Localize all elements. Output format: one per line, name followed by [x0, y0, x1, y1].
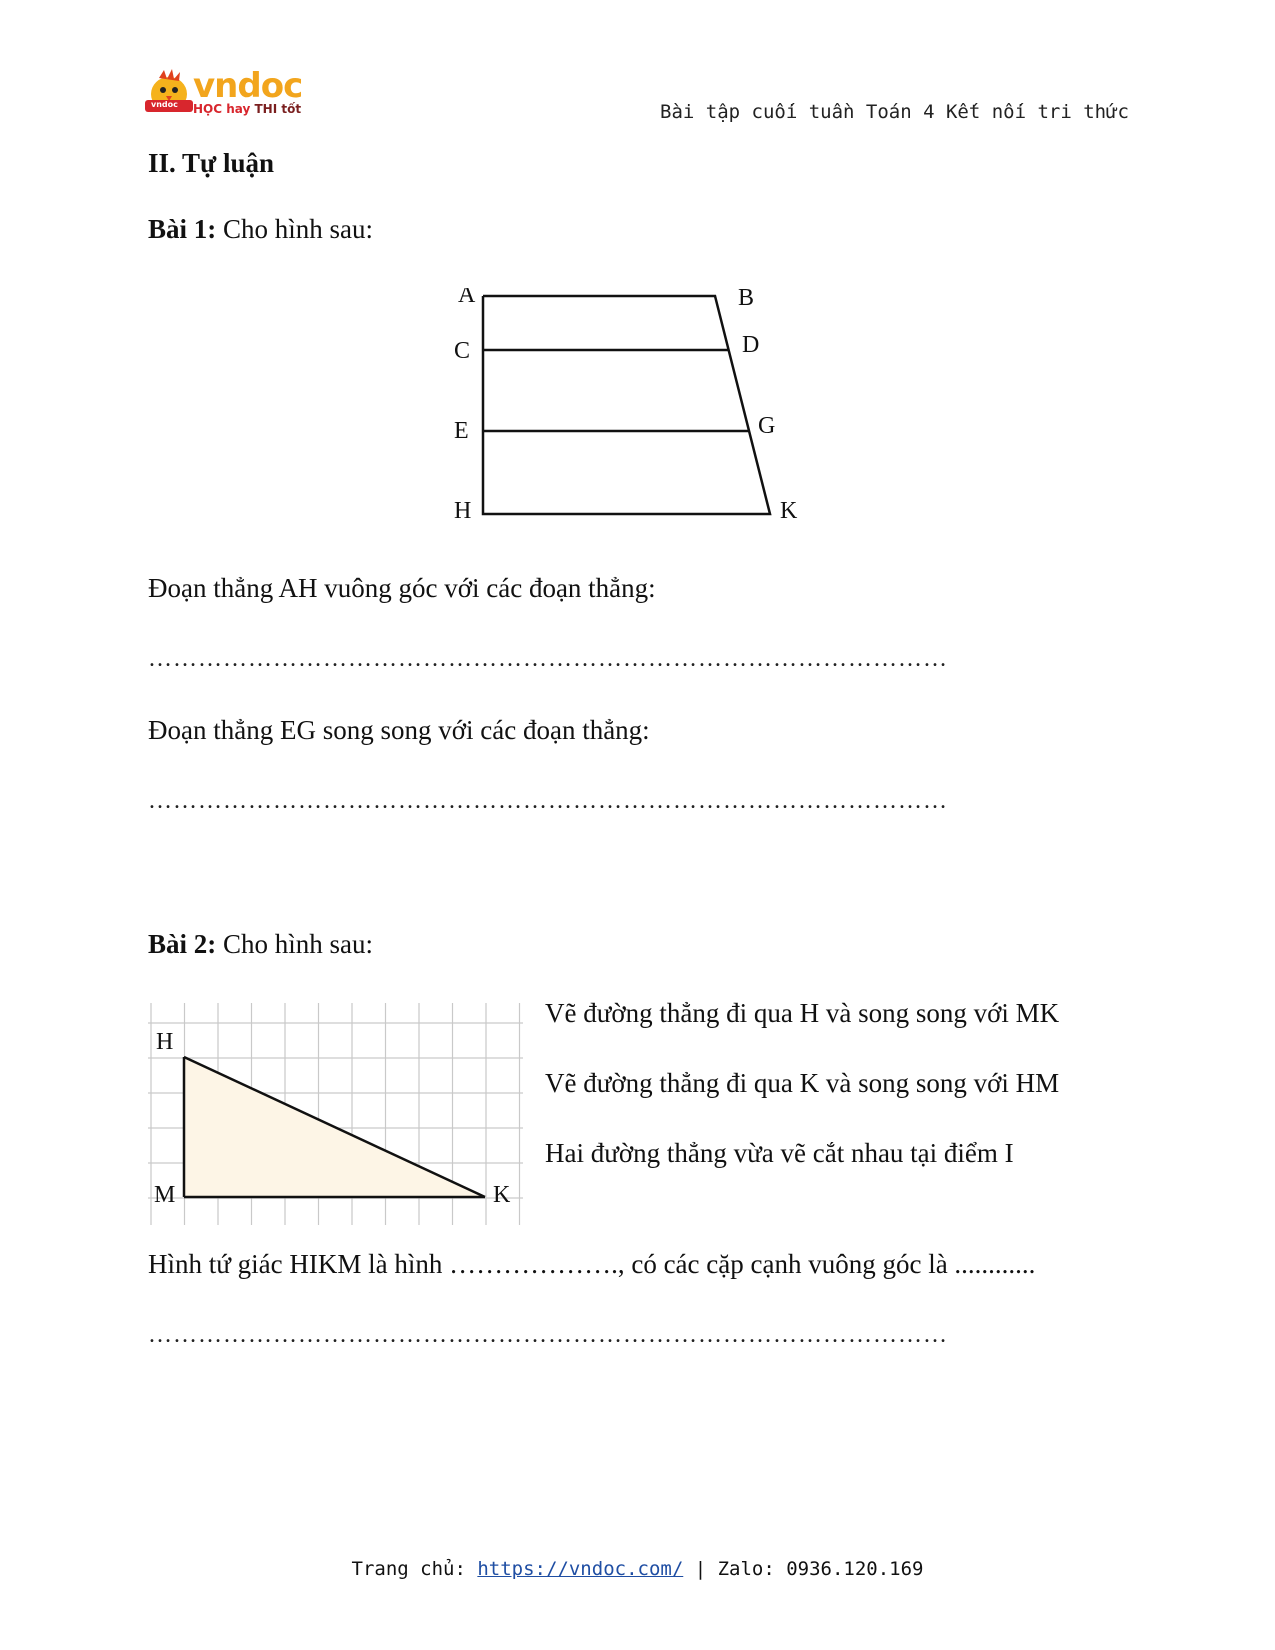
chick-mascot-icon	[145, 68, 195, 118]
ex1-question-2: Đoạn thẳng EG song song với các đoạn thẳng:	[148, 715, 650, 745]
point-label-g: G	[758, 413, 776, 439]
point-label-a: A	[458, 288, 476, 308]
point-label-b: B	[738, 288, 755, 311]
point-label-h2: H	[156, 1029, 174, 1055]
point-label-h: H	[454, 498, 472, 524]
point-label-e: E	[454, 418, 469, 444]
document-header-title: Bài tập cuối tuần Toán 4 Kết nối tri thức	[660, 101, 1129, 123]
ex2-instruction-1: Vẽ đường thẳng đi qua H và song song với MK	[545, 998, 1060, 1028]
vndoc-logo	[145, 66, 305, 122]
ex1-answer-line-1: ……………………………………………………………………………………	[148, 646, 948, 672]
ex1-intro: Cho hình sau:	[216, 214, 374, 244]
ex1-label: Bài 1:	[148, 214, 217, 244]
point-label-d: D	[742, 332, 760, 358]
logo-tagline	[193, 102, 301, 116]
ex2-instruction-2: Vẽ đường thẳng đi qua K và song song với HM	[545, 1068, 1060, 1098]
logo-tagline-part1: HỌC hay	[193, 102, 255, 116]
point-label-k: K	[780, 498, 798, 524]
page-footer	[0, 1558, 1275, 1580]
ex2-instruction-3: Hai đường thẳng vừa vẽ cắt nhau tại điểm I	[545, 1138, 1014, 1168]
trapezoid-outline	[483, 296, 770, 514]
logo-tagline-part2: THI tốt	[254, 102, 302, 116]
point-label-k2: K	[493, 1182, 511, 1208]
ex2-grid-triangle-figure	[148, 1003, 528, 1225]
section-title: II. Tự luận	[148, 148, 275, 178]
ex1-trapezoid-figure	[440, 288, 840, 548]
ex2-intro: Cho hình sau:	[216, 929, 374, 959]
ex1-answer-line-2: ……………………………………………………………………………………	[148, 788, 948, 814]
ex2-heading	[148, 929, 373, 960]
ex2-label: Bài 2:	[148, 929, 217, 959]
ex1-question-1: Đoạn thẳng AH vuông góc với các đoạn thẳng:	[148, 573, 656, 603]
ex1-heading	[148, 214, 373, 245]
point-label-m: M	[154, 1182, 176, 1208]
point-label-c: C	[454, 338, 471, 364]
footer-contact: | Zalo: 0936.120.169	[683, 1558, 924, 1580]
ex2-answer-line: ……………………………………………………………………………………	[148, 1322, 948, 1348]
ex2-question: Hình tứ giác HIKM là hình ………………., có các cặp cạnh vuông góc là ............	[148, 1249, 1036, 1279]
footer-prefix: Trang chủ:	[351, 1558, 478, 1580]
logo-brand: vndoc	[193, 66, 303, 106]
logo-badge-text: vndoc	[151, 100, 178, 109]
homepage-link[interactable]: https://vndoc.com/	[477, 1558, 684, 1580]
